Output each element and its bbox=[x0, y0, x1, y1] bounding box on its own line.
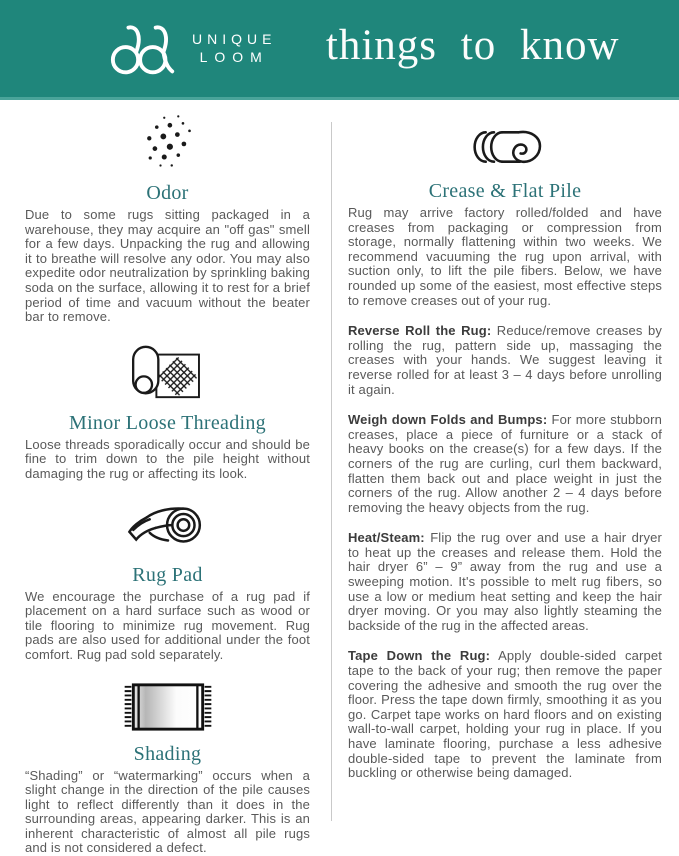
section-heading-crease: Crease & Flat Pile bbox=[348, 180, 662, 203]
tip-heat-steam bbox=[348, 531, 662, 633]
crease-icon-wrap bbox=[348, 124, 662, 175]
section-heading-rug-pad: Rug Pad bbox=[25, 564, 310, 587]
section-body-threading: Loose threads sporadically occur and should be fine to trim down to the pile height without damaging the rug or affecting its look. bbox=[25, 438, 310, 482]
tip-label-weigh-down: Weigh down Folds and Bumps: bbox=[348, 412, 547, 427]
rolled-rug-crosshatch-icon bbox=[126, 342, 210, 402]
rug-pad-icon-wrap bbox=[25, 500, 310, 559]
left-column bbox=[0, 100, 331, 821]
tip-body-heat-steam: Flip the rug over and use a hair dryer to heat up the creases and release them. Hold the hair dryer 6” – 9” away from the rug and use a sweeping motion. It's possible to melt rug fibers, so use a low or medium heat setting and keep the hair dryer moving. Or you may also lightly steaming the backside of the rug in the affected areas. bbox=[348, 530, 662, 633]
tip-tape-down bbox=[348, 649, 662, 780]
brand-wordmark bbox=[192, 31, 276, 66]
tip-body-tape-down: Apply double-sided carpet tape to the back of your rug; then remove the paper covering the adhesive and smooth the rug over the floor. Press the tape down firmly, smoothing it as you go. Carpet tape works on hard floors and on existing wall-to-wall carpet, holding your rug in place. If you have laminate flooring, purchase a less adhesive double-sided tape to prevent the laminate from buckling or otherwise being damaged. bbox=[348, 648, 662, 780]
threading-icon-wrap bbox=[25, 342, 310, 407]
brand-line-loom: LOOM bbox=[192, 49, 276, 67]
section-heading-threading: Minor Loose Threading bbox=[25, 412, 310, 435]
rug-pad-roll-icon bbox=[123, 500, 213, 554]
section-heading-shading: Shading bbox=[25, 743, 310, 766]
tip-label-tape-down: Tape Down the Rug: bbox=[348, 648, 490, 663]
section-body-shading: “Shading” or “watermarking” occurs when a slight change in the direction of the pile causes light to reflect differently than it does in the surrounding areas, appearing darker. This is an inherent characteristic of almost all pile rugs and is not considered a defect. bbox=[25, 769, 310, 856]
tip-body-weigh-down: For more stubborn creases, place a piece of furniture or a stack of heavy books on the crease(s) for a few days. If the corners of the rug are curling, curl them backward, flatten them back out and place weight in just the corners of the rug. Allow another 2 – 4 days before removing the heavy objects from the rug. bbox=[348, 412, 662, 515]
header-banner bbox=[0, 0, 679, 100]
shaded-rug-icon bbox=[119, 681, 217, 733]
tip-weigh-down bbox=[348, 413, 662, 515]
section-heading-odor: Odor bbox=[25, 182, 310, 205]
brand-line-unique: UNIQUE bbox=[192, 31, 276, 49]
odor-dots-icon bbox=[135, 114, 201, 172]
tip-body-reverse-roll: Reduce/remove creases by rolling the rug, pattern side up, massaging the creases with your hands. We suggest leaving it reverse rolled for at least 3 – 4 days before unrolling it again. bbox=[348, 323, 662, 396]
brand-logo bbox=[108, 20, 276, 78]
right-column bbox=[332, 100, 679, 821]
section-body-rug-pad: We encourage the purchase of a rug pad if placement on a hard surface such as wood or tile flooring to minimize rug movement. Rug pads are also used for additional under the foot comfort. Rug pad sold separately. bbox=[25, 590, 310, 663]
unique-loom-loops-icon bbox=[108, 20, 180, 78]
shading-icon-wrap bbox=[25, 681, 310, 738]
tip-label-heat-steam: Heat/Steam: bbox=[348, 530, 425, 545]
main-content bbox=[0, 100, 679, 821]
tip-label-reverse-roll: Reverse Roll the Rug: bbox=[348, 323, 491, 338]
page-title: things to know bbox=[306, 21, 639, 70]
odor-icon-wrap bbox=[25, 114, 310, 177]
section-body-odor: Due to some rugs sitting packaged in a warehouse, they may acquire an "off gas" smell for a few days. Unpacking the rug and allowing it to breathe will resolve any odor. You may also expedite odor neutralization by sprinkling baking soda on the surface, allowing it to rest for a brief period of time and vacuum without the beater bar to remove. bbox=[25, 208, 310, 325]
rolled-rug-end-spiral-icon bbox=[464, 124, 546, 170]
section-body-crease: Rug may arrive factory rolled/folded and have creases from packaging or compression from storage, normally flattening within two weeks. We recommend vacuuming the rug upon arrival, with suction only, to lift the pile fibers. Below, we have rounded up some of the easiest, most effective steps to remove creases out of your rug. bbox=[348, 206, 662, 308]
tip-reverse-roll bbox=[348, 324, 662, 397]
